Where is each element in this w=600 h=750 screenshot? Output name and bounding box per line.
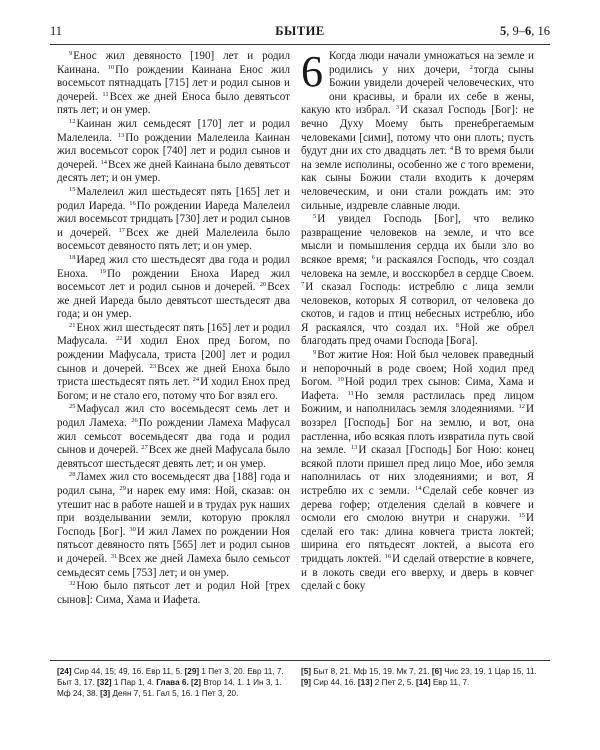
chapter-range [500,24,550,39]
verse-number: 16 [384,552,392,560]
verse-text: Всех же дней Еноса было девятьсот пять лет; и он умер. [57,90,290,117]
verse-text: Всех же дней Мафусала было девятьсот шестьдесят девять лет; и он умер. [57,444,290,470]
footnote-text: Чис 23, 19. 1 Цар 15, 11. [441,667,537,676]
paragraph [57,580,290,607]
verse-text: Енох жил шестьдесят пять [165] лет и родил Мафусала. [57,321,290,348]
verse-text: Ламех жил сто восемьдесят два [188] года и родил сына, [57,471,290,497]
verse-number: 9 [69,50,73,57]
book-title: БЫТИЕ [275,24,325,38]
verse-text: Енос жил девяносто [190] лет и родил Каинана. [57,50,290,76]
verse-number: 2 [469,63,473,71]
verse-text: И жил Ламех по рождении Ноя пятьсот девяносто пять [565] лет и родил сынов и дочерей. [57,525,290,565]
verse-text: И ходил Енох пред Богом, по рождении Мафусала, триста [200] лет и родил сынов и дочерей. [57,335,290,375]
verse-number: 10 [337,376,344,384]
verse-number: 18 [69,253,76,261]
verse-number: 29 [119,485,126,492]
right-text-column [301,47,535,594]
page-number: 11 [50,24,63,38]
verse-number: 6 [371,253,375,261]
paragraph [57,118,290,186]
footnote [416,678,469,687]
footnote [301,678,358,687]
footnote [100,689,238,698]
footnote-text: 1 Пет 3, 20. Евр 11, 7. Быт 3, 17. [57,667,284,688]
verse-number: 3 [395,104,399,112]
footnote-text: Деян 7, 51. Гал 5, 16. 1 Пет 3, 20. [110,689,239,699]
verse-number: 31 [110,552,118,560]
footnote-ref: [5] [301,667,312,676]
verse-text: Сделай себе ковчег из дерева гофер; отделения сделай в ковчеге и осмоли его смолою внутри и снаружи. [301,485,534,525]
verse-text: И увидел Господь [Бог], что велико развращение человеков на земле, и что все мысли и помышления сердца их были зло во всякое время; [301,213,534,266]
verse-text: По рождении Каинана Енос жил восемьсот пятнадцать [715] лет и родил сынов и дочерей. [57,63,290,103]
verse-text: Всех же дней Еноха было триста шестьдесят пять лет. [57,362,290,389]
chapter-range-end: , 16 [531,24,550,38]
verse-number: 30 [129,525,136,533]
verse-number: 20 [259,281,267,289]
footnote [57,667,185,676]
verse-text: Всех же дней Иареда было девятьсот шестьдесят два года; и он умер. [57,281,290,321]
verse-number: 11 [347,389,354,397]
paragraph [301,47,534,213]
verse-number: 12 [518,403,525,411]
chapter-range-end-chapter: 6 [525,24,532,38]
footnotes-left [57,666,297,700]
verse-text: Всех же дней Каинана было девятьсот десять лет; и он умер. [57,158,290,185]
verse-number: 12 [69,117,76,125]
verse-text: В то время были на земле исполины, особенно же с того времени, как сыны Божии стали входить к дочерям человеческим, и они стали рождать им: это сильные, издревле славные люди. [301,145,534,212]
footnote [432,667,537,676]
verse-text: И сделай отверстие в ковчеге, и в локоть сведи его вверху, и дверь в ковчег сделай с боку [301,552,534,593]
footnote [301,667,432,676]
verse-text: И воззрел [Господь] Бог на землю, и вот, она растленна, ибо всякая плоть извратила путь свой на земле. [301,403,534,457]
verse-text: Малелеил жил шестьдесят пять [165] лет и родил Иареда. [57,185,290,212]
verse-number: 16 [129,199,136,207]
verse-number: 13 [350,444,358,452]
verse-text: И сделай его так: длина ковчега триста локтей; ширина его пятьдесят локтей, а высота его тридцать локтей. [301,512,534,565]
footnote-ref: [3] [100,689,111,699]
verse-number: 14 [415,485,422,492]
footnote-text: Сир 44, 16. [311,678,358,688]
verse-text: По рождении Ламеха Мафусал жил семьсот восемьдесят два года и родил сынов и дочерей. [57,417,290,457]
verse-number: 10 [107,63,115,71]
verse-number: 23 [149,362,157,370]
footnote-text: Евр 11, 7. [430,678,470,688]
left-text-column [57,50,290,607]
verse-text: По рождении Малелеила Каинан жил восемьсот сорок [740] лет и родил сынов и дочерей. [57,131,291,171]
footnote-ref: [14] [415,678,431,688]
verse-text: Всех же дней Малелеила было восемьсот девяносто пять лет; и он умер. [57,226,290,253]
verse-number: 14 [100,158,107,166]
verse-text: Каинан жил семьдесят [170] лет и родил Малелеила. [57,117,290,144]
verse-number: 22 [116,335,123,343]
footnote-ref: [32] [97,678,112,688]
footnote-text: 2 Пет 2, 5. [372,678,416,688]
verse-number: 15 [518,512,525,520]
footnote-ref: [9] [301,678,312,688]
paragraph [57,471,290,580]
verse-number: 28 [69,471,76,479]
verse-text: Но земля растлилась пред лицом Божиим, и наполнилась земля злодеяниями. [301,389,534,416]
verse-number: 17 [118,226,125,234]
footnote-text: Втор 14, 1. 1 Ин 3, 1. Мф 24, 38. [57,678,282,699]
footnote-text: 1 Пар 1, 4. [111,678,157,688]
verse-text: Всех же дней Ламеха было семьсот семьдесят семь [753] лет; и он умер. [57,552,290,579]
paragraph [57,322,290,404]
verse-text: и раскаялся Господь, что создал человека на земле, и восскорбел в сердце Своем. [301,253,535,280]
verse-text: Иаред жил сто шестьдесят два года и родил Еноха. [57,253,290,280]
verse-number: 24 [192,376,200,384]
footnote [358,678,416,687]
paragraph [57,50,290,118]
verse-text: По рождении Иареда Малелеил жил восемьсот тридцать [730] лет и родил сынов и дочерей. [57,199,290,239]
paragraph [57,403,290,471]
paragraph [301,349,534,594]
paragraph [301,213,534,349]
footnote-text: Сир 44, 15; 49, 16. Евр 11, 5. [71,667,185,676]
verse-text: Ной родил трех сынов: Сима, Хама и Иафета. [301,376,534,402]
verse-text: Ною было пятьсот лет и родил Ной [трех сынов]: Сима, Хама и Иафета. [57,580,290,606]
verse-number: 11 [102,90,109,98]
verse-text: Мафусал жил сто восемьдесят семь лет и родил Ламеха. [57,403,290,430]
verse-text: И сказал Господь: истреблю с лица земли человеков, которых Я сотворил, от человека до скотов, и гадов и птиц небесных истреблю, ибо Я раскаялся, что создал их. [301,281,534,334]
verse-number: 19 [99,267,107,275]
verse-number: 26 [131,417,138,425]
footnote-ref: [29] [184,667,200,676]
footnote-ref: Глава 6. [2] [156,678,202,688]
verse-number: 5 [313,213,317,221]
verse-number: 8 [455,321,459,329]
verse-text: Ной же обрел благодать пред очами Господа [Бога]. [301,321,534,348]
footnote-rule [50,660,550,661]
verse-text: тогда сыны Божии увидели дочерей человеческих, что они красивы, и брали их себе в жены, какую кто избрал. [301,63,534,117]
verse-number: 32 [69,580,76,588]
header-rule [50,44,550,45]
footnote [97,678,156,687]
footnote-ref: [6] [431,667,442,676]
verse-number: 25 [69,403,76,411]
chapter-range-start: 5 [500,24,507,38]
footnote-ref: [13] [357,678,373,688]
footnote-ref: [24] [57,667,72,676]
chapter-number: 6 [301,47,323,96]
verse-number: 15 [69,185,76,193]
footnotes-right [301,666,541,688]
page-header [0,24,600,42]
paragraph [57,186,290,254]
verse-text: По рождении Еноха Иаред жил восемьсот лет и родил сынов и дочерей. [57,267,290,294]
verse-number: 7 [301,281,305,289]
verse-text: и нарек ему имя: Ной, сказав: он утешит нас в работе нашей и в трудах рук наших при возделывании земли, которую проклял Господь [Бог]. [57,485,290,538]
verse-text: Когда люди начали умножаться на земле и родились у них дочери, [329,50,534,76]
footnote-text: Быт 8, 21. Мф 15, 19. Мк 7, 21. [311,667,432,676]
verse-number: 27 [141,444,148,452]
verse-number: 21 [69,321,76,329]
verse-text: И ходил Енох пред Богом; и не стало его, потому что Бог взял его. [57,376,290,402]
verse-number: 9 [313,349,317,357]
verse-text: И сказал Господь [Бог]: не вечно Духу Моему быть пренебрегаемым человеками [сими], потому что они плоть; пусть будут дни их сто двадцать лет. [301,104,534,158]
chapter-range-mid: , 9– [506,24,525,38]
verse-text: Вот житие Ноя: Ной был человек праведный и непорочный в роде своем; Ной ходил пред Богом. [301,349,534,389]
verse-text: И сказал [Господь] Бог Ною: конец всякой плоти пришел пред лицо Мое, ибо земля наполнилась от них злодеяниями; и вот, Я истреблю их с земли. [301,444,535,497]
verse-number: 13 [117,131,125,139]
paragraph [57,254,290,322]
verse-number: 4 [449,145,454,153]
